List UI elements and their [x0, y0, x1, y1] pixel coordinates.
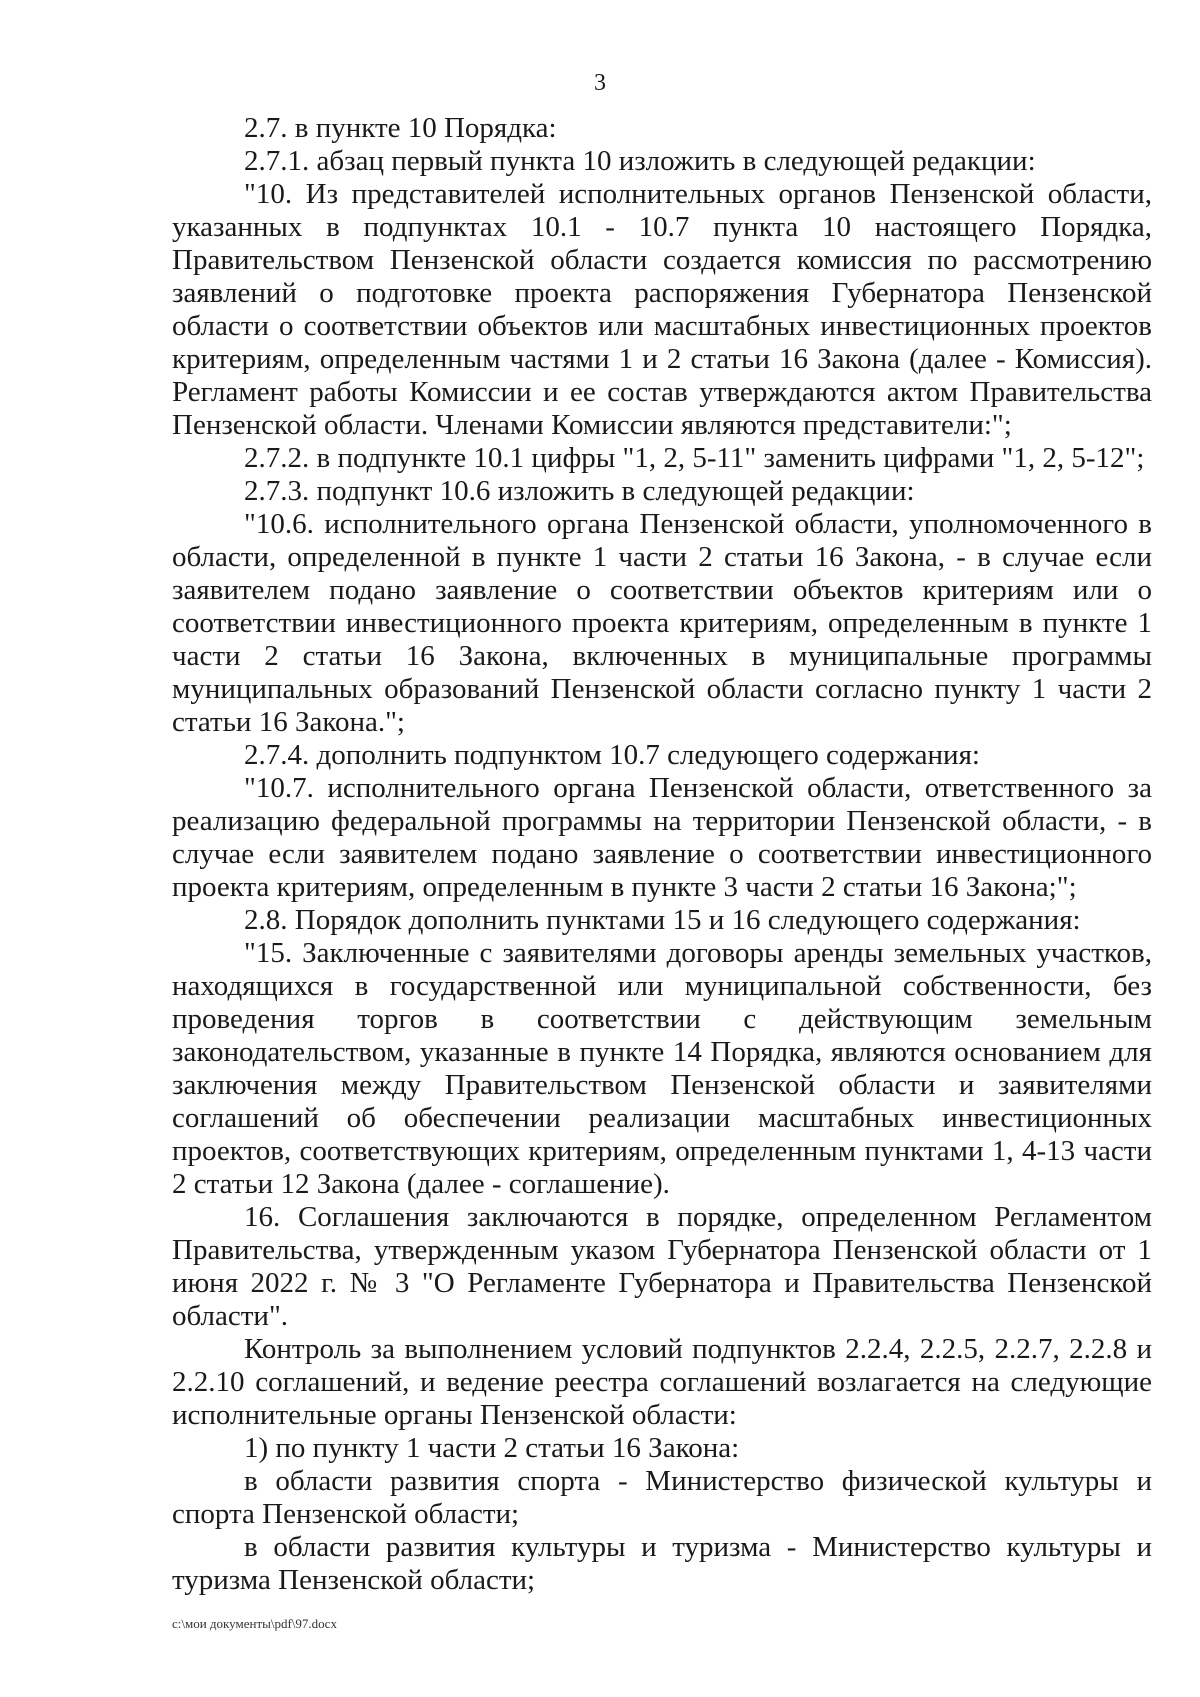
paragraph-culture: в области развития культуры и туризма - Министерство культуры и туризма Пензенской области;	[172, 1531, 1152, 1596]
page-number: 3	[594, 70, 606, 96]
paragraph-item-1: 1) по пункту 1 части 2 статьи 16 Закона:	[244, 1432, 740, 1464]
paragraph-quote-10-7: "10.7. исполнительного органа Пензенской области, ответственного за реализацию федеральной программы на территории Пензенской области, - в случае если заявителем подано заявление о соответствии инвестиционного проекта критериям, определенным в пункте 3 части 2 статьи 16 Закона;";	[172, 772, 1152, 903]
paragraph-2-7-1: 2.7.1. абзац первый пункта 10 изложить в следующей редакции:	[244, 145, 1036, 177]
paragraph-2-8: 2.8. Порядок дополнить пунктами 15 и 16 следующего содержания:	[244, 904, 1081, 936]
paragraph-2-7-3: 2.7.3. подпункт 10.6 изложить в следующей редакции:	[244, 475, 915, 507]
document-body	[172, 112, 1152, 1597]
paragraph-16: 16. Соглашения заключаются в порядке, определенном Регламентом Правительства, утвержденным указом Губернатора Пензенской области от 1 июня 2022 г. № 3 "О Регламенте Губернатора и Правительства Пензенской области".	[172, 1201, 1152, 1332]
paragraph-2-7-4: 2.7.4. дополнить подпунктом 10.7 следующего содержания:	[244, 739, 980, 771]
footer-file-path: c:\мои документы\pdf\97.docx	[172, 1616, 337, 1631]
paragraph-2-7-2: 2.7.2. в подпункте 10.1 цифры "1, 2, 5-11" заменить цифрами "1, 2, 5-12";	[244, 442, 1145, 474]
paragraph-quote-15: "15. Заключенные с заявителями договоры аренды земельных участков, находящихся в государственной или муниципальной собственности, без проведения торгов в соответствии с действующим земельным законодательством, указанные в пункте 14 Порядка, являются основанием для заключения между Правительством Пензенской области и заявителями соглашений об обеспечении реализации масштабных инвестиционных проектов, соответствующих критериям, определенным пунктами 1, 4-13 части 2 статьи 12 Закона (далее - соглашение).	[172, 937, 1152, 1200]
paragraph-sport: в области развития спорта - Министерство физической культуры и спорта Пензенской области;	[172, 1465, 1152, 1530]
paragraph-quote-10-6: "10.6. исполнительного органа Пензенской области, уполномоченного в области, определенной в пункте 1 части 2 статьи 16 Закона, - в случае если заявителем подано заявление о соответствии объектов критериям или о соответствии инвестиционного проекта критериям, определенным в пункте 1 части 2 статьи 16 Закона, включенных в муниципальные программы муниципальных образований Пензенской области согласно пункту 1 части 2 статьи 16 Закона.";	[172, 508, 1152, 738]
paragraph-quote-10: "10. Из представителей исполнительных органов Пензенской области, указанных в подпунктах 10.1 - 10.7 пункта 10 настоящего Порядка, Правительством Пензенской области создается комиссия по рассмотрению заявлений о подготовке проекта распоряжения Губернатора Пензенской области о соответствии объектов или масштабных инвестиционных проектов критериям, определенным частями 1 и 2 статьи 16 Закона (далее - Комиссия). Регламент работы Комиссии и ее состав утверждаются актом Правительства Пензенской области. Членами Комиссии являются представители:";	[172, 178, 1152, 441]
paragraph-2-7: 2.7. в пункте 10 Порядка:	[244, 112, 557, 144]
paragraph-control: Контроль за выполнением условий подпунктов 2.2.4, 2.2.5, 2.2.7, 2.2.8 и 2.2.10 соглашений, и ведение реестра соглашений возлагается на следующие исполнительные органы Пензенской области:	[172, 1333, 1152, 1431]
